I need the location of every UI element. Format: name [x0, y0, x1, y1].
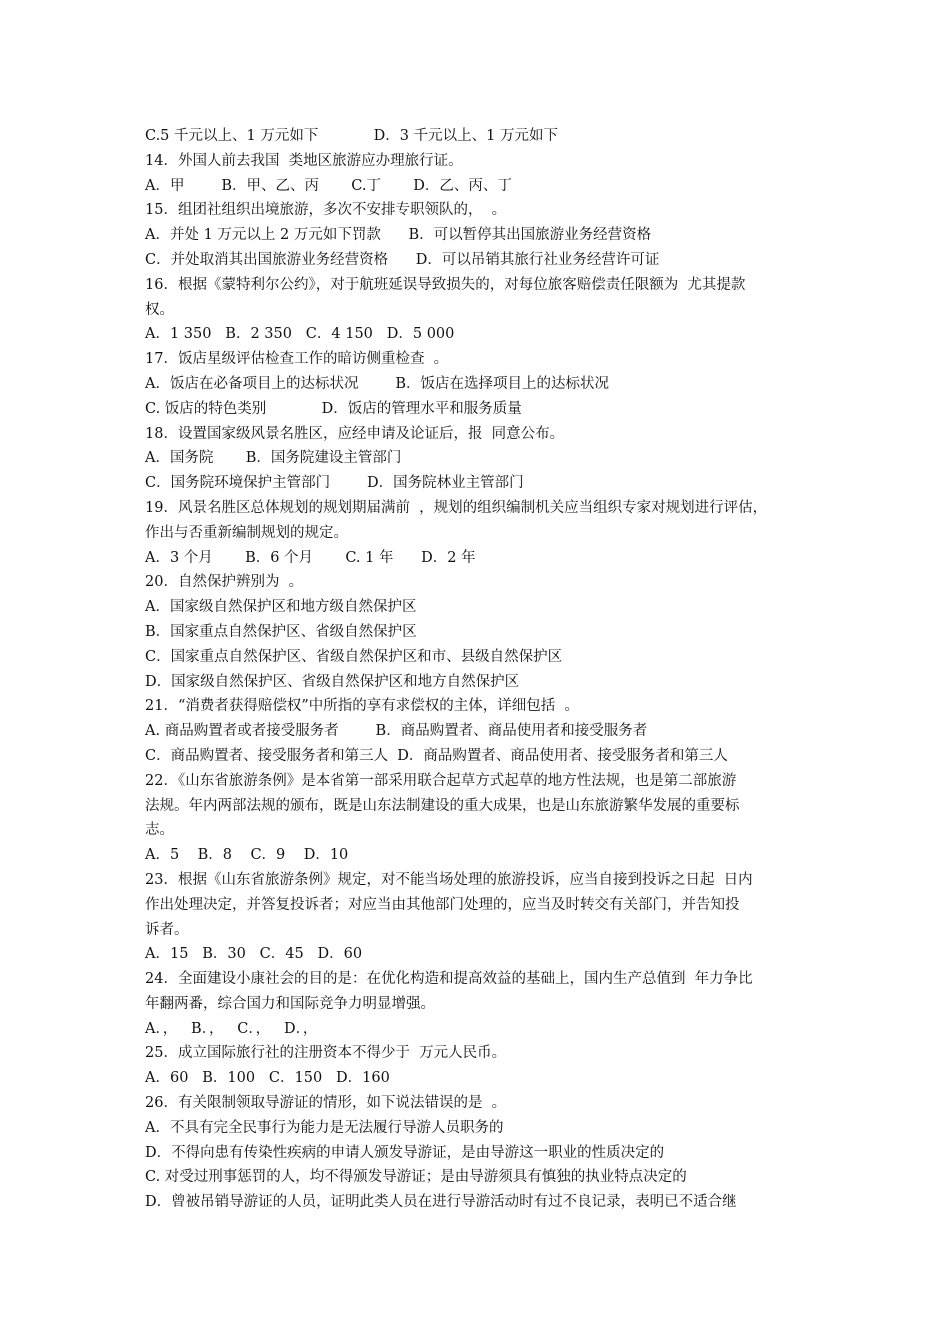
text-line: 15．组团社组织出境旅游，多次不安排专职领队的， 。 [145, 202, 507, 219]
text-line: A．国家级自然保护区和地方级自然保护区 [145, 599, 417, 616]
text-line: A．15 B．30 C．45 D．60 [145, 946, 363, 963]
text-line: D．不得向患有传染性疾病的申请人颁发导游证，是由导游这一职业的性质决定的 [145, 1144, 665, 1161]
text-line: C. 饭店的特色类别 D．饭店的管理水平和服务质量 [145, 400, 522, 417]
text-line: 法规。年内两部法规的颁布，既是山东法制建设的重大成果，也是山东旅游繁华发展的重要标 [145, 797, 740, 814]
text-line: B．国家重点自然保护区、省级自然保护区 [145, 623, 417, 640]
text-line: A．60 B．100 C．150 D．160 [145, 1070, 390, 1087]
text-line: C．国家重点自然保护区、省级自然保护区和市、县级自然保护区 [145, 648, 563, 665]
text-line: A．国务院 B．国务院建设主管部门 [145, 450, 402, 467]
text-line: C.5 千元以上、1 万元如下 D．3 千元以上、1 万元如下 [145, 128, 558, 144]
text-line: D．曾被吊销导游证的人员，证明此类人员在进行导游活动时有过不良记录，表明已不适合继 [145, 1194, 737, 1211]
text-line: A．并处 1 万元以上 2 万元如下罚款 B．可以暂停其出国旅游业务经营资格 [145, 227, 652, 244]
text-line: 21．“消费者获得赔偿权”中所指的享有求偿权的主体，详细包括 。 [145, 698, 579, 715]
text-line: A．不具有完全民事行为能力是无法履行导游人员职务的 [145, 1119, 504, 1136]
text-line: 作出处理决定，并答复投诉者；对应当由其他部门处理的，应当及时转交有关部门，并告知投 [145, 896, 740, 913]
text-line: 志。 [145, 822, 174, 839]
text-line: 权。 [145, 301, 174, 318]
text-line: C．并处取消其出国旅游业务经营资格 D．可以吊销其旅行社业务经营许可证 [145, 251, 660, 268]
text-line: 年翻两番，综合国力和国际竞争力明显增强。 [145, 995, 435, 1012]
text-line: 25．成立国际旅行社的注册资本不得少于 万元人民币。 [145, 1045, 507, 1062]
text-line: A. 商品购置者或者接受服务者 B．商品购置者、商品使用者和接受服务者 [145, 723, 648, 740]
text-line: 作出与否重新编制规划的规定。 [145, 524, 348, 541]
exam-questions-text [145, 124, 825, 1215]
text-line: A．甲 B．甲、乙、丙 C.丁 D．乙、丙、丁 [145, 177, 512, 194]
text-line: C. 对受过刑事惩罚的人，均不得颁发导游证；是由导游须具有慎独的执业特点决定的 [145, 1169, 687, 1186]
text-line: 26．有关限制领取导游证的情形，如下说法错误的是 。 [145, 1095, 507, 1112]
text-line: A．3 个月 B．6 个月 C. 1 年 D．2 年 [145, 549, 476, 566]
text-line: 17．饭店星级评估检查工作的暗访侧重检查 。 [145, 351, 449, 368]
text-line: A．1 350 B．2 350 C．4 150 D．5 000 [145, 326, 455, 343]
text-line: 24．全面建设小康社会的目的是：在优化构造和提高效益的基础上，国内生产总值到 年力争比 [145, 971, 753, 988]
text-line: C．国务院环境保护主管部门 D．国务院林业主管部门 [145, 475, 524, 492]
text-line: A．饭店在必备项目上的达标状况 B．饭店在选择项目上的达标状况 [145, 375, 609, 392]
text-line: 20．自然保护辨别为 。 [145, 574, 304, 591]
text-line: D．国家级自然保护区、省级自然保护区和地方自然保护区 [145, 673, 520, 690]
text-line: 23．根据《山东省旅游条例》规定，对不能当场处理的旅游投诉，应当自接到投诉之日起 日内 [145, 871, 753, 888]
text-line: C．商品购置者、接受服务者和第三人 D．商品购置者、商品使用者、接受服务者和第三人 [145, 747, 728, 764]
text-line: 19．风景名胜区总体规划的规划期届满前 ，规划的组织编制机关应当组织专家对规划进行评估， [145, 499, 768, 516]
text-line: 22．《山东省旅游条例》是本省第一部采用联合起草方式起草的地方性法规，也是第二部旅游 [145, 772, 737, 789]
text-line: 16．根据《蒙特利尔公约》，对于航班延误导致损失的，对每位旅客赔偿责任限额为 尤其提款 [145, 276, 746, 293]
text-line: 诉者。 [145, 921, 189, 938]
text-line: 14．外国人前去我国 类地区旅游应办理旅行证。 [145, 152, 463, 169]
text-line: A．， B．， C．， D．， [145, 1020, 318, 1037]
text-line: A．5 B．8 C．9 D．10 [145, 847, 349, 864]
text-line: 18．设置国家级风景名胜区，应经申请及论证后，报 同意公布。 [145, 425, 565, 442]
